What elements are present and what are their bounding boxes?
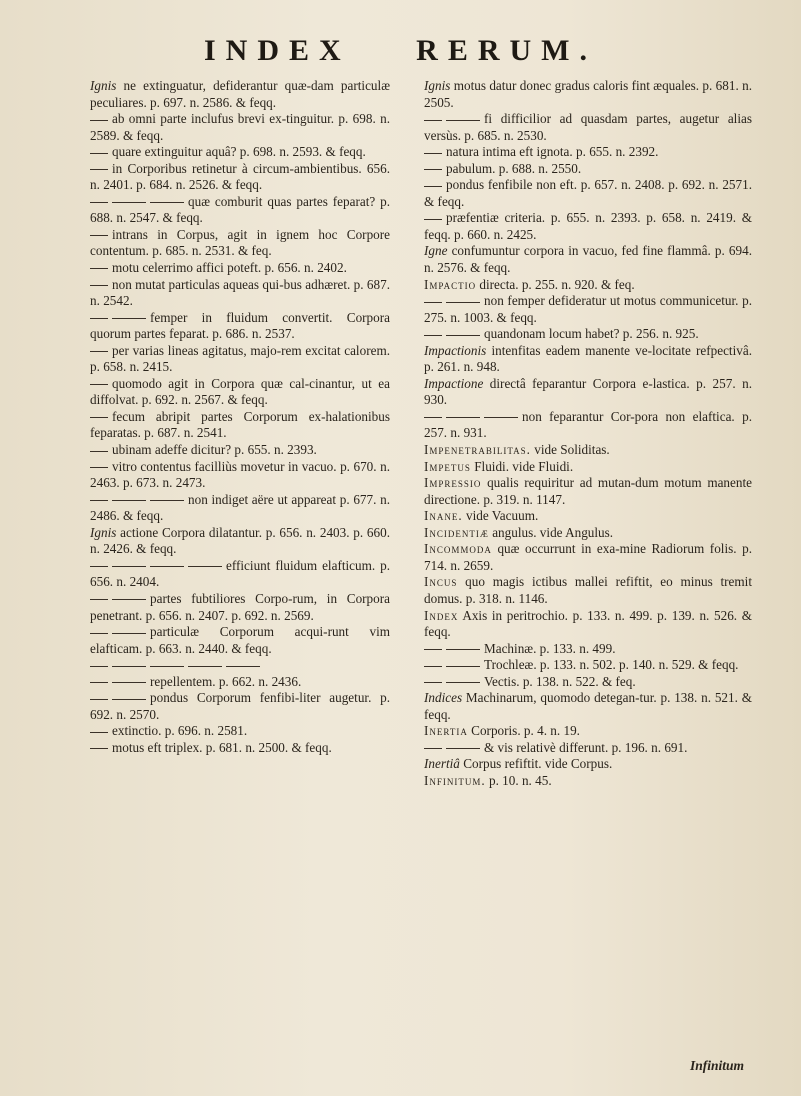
entry-text: vide Vacuum. <box>462 508 539 524</box>
entry-text: intenfitas eadem manente ve-locitate refpectivâ. p. 261. n. 948. <box>424 342 752 375</box>
entry-headword: Inertia <box>424 723 468 739</box>
left-column <box>90 78 390 756</box>
index-entry <box>424 690 752 723</box>
entry-text: non indiget aëre ut appareat p. 677. n. 2486. & feqq. <box>90 491 390 524</box>
heading-index: INDEX <box>203 34 351 67</box>
index-dash <box>424 186 442 187</box>
entry-text: p. 10. n. 45. <box>485 772 552 788</box>
index-dash <box>90 666 108 667</box>
entry-text: per varias lineas agitatus, majo-rem excitat calorem. p. 658. n. 2415. <box>90 342 390 375</box>
index-dash <box>424 153 442 154</box>
index-entry <box>424 177 752 210</box>
entry-text: Corporis. p. 4. n. 19. <box>467 723 580 739</box>
index-dash <box>90 699 108 700</box>
entry-text: motus datur donec gradus caloris fint æquales. p. 681. n. 2505. <box>424 78 752 110</box>
entry-headword: Impactionis <box>424 342 487 358</box>
index-entry <box>90 277 390 310</box>
index-dash <box>226 666 260 667</box>
index-entry <box>424 657 752 674</box>
index-entry <box>424 608 752 641</box>
index-entry <box>90 674 390 691</box>
index-entry <box>424 343 752 376</box>
entry-headword: Impetus <box>424 458 471 474</box>
index-entry <box>424 293 752 326</box>
index-entry <box>424 442 752 459</box>
entry-headword: Index <box>424 607 459 623</box>
index-entry <box>424 111 752 144</box>
index-dash <box>446 120 480 121</box>
index-dash <box>424 120 442 121</box>
index-entry <box>90 161 390 194</box>
index-entry <box>90 591 390 624</box>
index-entry <box>90 111 390 144</box>
entry-text: extinctio. p. 696. n. 2581. <box>112 723 248 739</box>
index-entry <box>90 194 390 227</box>
index-entry <box>90 144 390 161</box>
entry-text: ne extinguatur, defiderantur quæ-dam particulæ peculiares. p. 697. n. 2586. & feqq. <box>90 78 390 110</box>
index-dash <box>90 599 108 600</box>
index-entry <box>90 525 390 558</box>
index-dash <box>90 268 108 269</box>
entry-text: Fluidi. vide Fluidi. <box>470 458 574 474</box>
entry-text: confumuntur corpora in vacuo, fed fine flammâ. p. 694. n. 2576. & feqq. <box>424 243 752 276</box>
index-dash <box>90 384 108 385</box>
entry-text: directa. p. 255. n. 920. & feq. <box>476 276 635 292</box>
entry-text: partes fubtiliores Corpo-rum, in Corpora penetrant. p. 656. n. 2407. p. 692. n. 2569. <box>90 590 390 623</box>
index-entry <box>424 508 752 525</box>
index-dash <box>424 666 442 667</box>
entry-text: vitro contentus facilliùs movetur in vacuo. p. 670. n. 2463. p. 673. n. 2473. <box>90 458 390 491</box>
index-entry <box>90 310 390 343</box>
entry-text: directâ feparantur Corpora e-lastica. p. 257. n. 930. <box>424 375 752 408</box>
index-dash <box>446 682 480 683</box>
entry-text: pondus Corporum fenfibi-liter augetur. p. 692. n. 2570. <box>90 690 390 722</box>
index-entry <box>90 723 390 740</box>
index-dash <box>112 666 146 667</box>
index-dash <box>90 566 108 567</box>
entry-text: intrans in Corpus, agit in ignem hoc Corpore contentum. p. 685. n. 2531. & feq. <box>90 226 390 259</box>
index-entry <box>424 459 752 476</box>
index-dash <box>112 599 146 600</box>
entry-text: natura intima eft ignota. p. 655. n. 2392. <box>446 144 659 160</box>
index-dash <box>424 417 442 418</box>
index-entry <box>424 756 752 773</box>
index-entry <box>424 277 752 294</box>
index-entry <box>90 740 390 757</box>
index-dash <box>112 500 146 501</box>
entry-text: qualis requiritur ad mutan-dum motum manente directione. p. 319. n. 1147. <box>424 475 752 507</box>
entry-text: actione Corpora dilatantur. p. 656. n. 2403. p. 660. n. 2426. & feqq. <box>90 524 390 557</box>
entry-text: quare extinguitur aquâ? p. 698. n. 2593. & feqq. <box>112 144 366 160</box>
entry-text: præfentiæ criteria. p. 655. n. 2393. p. 658. n. 2419. & feqq. p. 660. n. 2425. <box>424 210 752 242</box>
index-entry <box>424 326 752 343</box>
index-dash <box>112 566 146 567</box>
index-entry <box>90 558 390 591</box>
entry-headword: Impactio <box>424 276 477 292</box>
index-dash <box>446 417 480 418</box>
entry-text: particulæ Corporum acqui-runt vim elafticam. p. 663. n. 2440. & feqq. <box>90 624 390 656</box>
entry-text: quomodo agit in Corpora quæ cal-cinantur, ut ea diffolvat. p. 692. n. 2567. & feqq. <box>90 375 390 408</box>
entry-headword: Impenetrabilitas. <box>424 442 531 458</box>
index-dash <box>90 202 108 203</box>
index-entry <box>90 78 390 111</box>
entry-text: ubinam adeffe dicitur? p. 655. n. 2393. <box>112 442 317 458</box>
index-entry <box>424 210 752 243</box>
heading-rerum: RERUM. <box>416 34 597 67</box>
entry-text: motus eft triplex. p. 681. n. 2500. & feqq. <box>112 739 332 755</box>
entry-text: pabulum. p. 688. n. 2550. <box>446 160 582 176</box>
entry-headword: Ignis <box>424 78 451 93</box>
entry-headword: Incommoda <box>424 541 492 557</box>
entry-text: Vectis. p. 138. n. 522. & feq. <box>484 673 636 689</box>
index-dash <box>150 202 184 203</box>
index-entry <box>90 624 390 657</box>
index-dash <box>446 649 480 650</box>
entry-text: in Corporibus retinetur à circum-ambientibus. 656. n. 2401. p. 684. n. 2526. & feqq. <box>90 160 390 193</box>
entry-text: non femper defideratur ut motus communicetur. p. 275. n. 1003. & feqq. <box>424 293 752 325</box>
entry-headword: Inane. <box>424 508 463 524</box>
index-dash <box>112 633 146 634</box>
index-entry <box>90 376 390 409</box>
entry-text: fi difficilior ad quasdam partes, augetur alias versùs. p. 685. n. 2530. <box>424 111 752 143</box>
index-dash <box>112 318 146 319</box>
entry-headword: Impressio <box>424 475 482 491</box>
index-dash <box>90 285 108 286</box>
entry-text: efficiunt fluidum elafticum. p. 656. n. 2404. <box>90 557 390 590</box>
entry-text: quo magis ictibus mallei refiftit, eo minus tremit domus. p. 318. n. 1146. <box>424 574 752 606</box>
index-dash <box>424 219 442 220</box>
entry-text: ab omni parte inclufus brevi ex-tinguitur. p. 698. n. 2589. & feqq. <box>90 111 390 143</box>
index-entry <box>424 723 752 740</box>
entry-text: Trochleæ. p. 133. n. 502. p. 140. n. 529. & feqq. <box>484 657 739 673</box>
index-entry <box>90 690 390 723</box>
index-dash <box>90 732 108 733</box>
index-dash <box>188 666 222 667</box>
index-entry <box>90 227 390 260</box>
index-entry <box>90 409 390 442</box>
entry-headword: Incus <box>424 574 458 590</box>
index-dash <box>112 699 146 700</box>
index-dash <box>90 682 108 683</box>
index-dash <box>90 748 108 749</box>
index-dash <box>90 467 108 468</box>
index-entry <box>424 674 752 691</box>
entry-headword: Impactione <box>424 375 484 391</box>
index-dash <box>484 417 518 418</box>
index-entry <box>424 161 752 178</box>
index-dash <box>90 169 108 170</box>
index-dash <box>424 682 442 683</box>
page-heading <box>0 34 801 68</box>
right-column <box>424 78 752 790</box>
index-dash <box>90 235 108 236</box>
index-entry <box>424 574 752 607</box>
index-dash <box>90 451 108 452</box>
index-dash <box>424 302 442 303</box>
index-dash <box>188 566 222 567</box>
index-entry <box>90 260 390 277</box>
index-dash <box>90 417 108 418</box>
entry-headword: Indices <box>424 690 463 706</box>
index-entry <box>424 409 752 442</box>
index-dash <box>90 120 108 121</box>
entry-text: quæ occurrunt in exa-mine Radiorum folis. p. 714. n. 2659. <box>424 541 752 573</box>
entry-text: & vis relativè differunt. p. 196. n. 691. <box>484 739 688 755</box>
index-dash <box>90 351 108 352</box>
index-dash <box>112 682 146 683</box>
index-dash <box>90 500 108 501</box>
index-entry <box>90 492 390 525</box>
index-entry <box>424 144 752 161</box>
index-dash <box>150 566 184 567</box>
entry-headword: Inertiâ <box>424 756 460 772</box>
entry-text: quæ comburit quas partes feparat? p. 688. n. 2547. & feqq. <box>90 193 390 226</box>
entry-text: Machinæ. p. 133. n. 499. <box>484 640 616 656</box>
entry-headword: Infinitum. <box>424 772 486 788</box>
index-entry <box>424 376 752 409</box>
entry-headword: Ignis <box>90 78 117 93</box>
entry-text: femper in fluidum convertit. Corpora quorum partes feparat. p. 686. n. 2537. <box>90 309 390 342</box>
index-entry <box>424 525 752 542</box>
index-dash <box>90 318 108 319</box>
index-entry <box>90 442 390 459</box>
entry-text: vide Soliditas. <box>530 442 610 458</box>
index-dash <box>424 169 442 170</box>
index-dash <box>150 500 184 501</box>
catchword: Infinitum <box>690 1058 745 1073</box>
index-dash <box>446 302 480 303</box>
entry-text: non feparantur Cor-pora non elaftica. p. 257. n. 931. <box>424 408 752 441</box>
index-dash <box>446 335 480 336</box>
index-dash <box>424 649 442 650</box>
entry-text: fecum abripit partes Corporum ex-halationibus feparatas. p. 687. n. 2541. <box>90 408 390 441</box>
index-entry <box>424 243 752 276</box>
index-entry <box>90 343 390 376</box>
entry-text: angulus. vide Angulus. <box>488 524 614 540</box>
entry-text: Corpus refiftit. vide Corpus. <box>459 756 613 772</box>
entry-text: non mutat particulas aqueas qui-bus adhæret. p. 687. n. 2542. <box>90 276 390 309</box>
index-entry <box>424 78 752 111</box>
entry-text: quandonam locum habet? p. 256. n. 925. <box>484 326 699 342</box>
entry-text: pondus fenfibile non eft. p. 657. n. 2408. p. 692. n. 2571. & feqq. <box>424 177 752 209</box>
entry-headword: Igne <box>424 243 448 259</box>
entry-text: Machinarum, quomodo detegan-tur. p. 138. n. 521. & feqq. <box>424 690 752 722</box>
index-entry <box>424 740 752 757</box>
index-dash <box>446 748 480 749</box>
index-entry <box>90 657 390 674</box>
entry-text: repellentem. p. 662. n. 2436. <box>150 673 302 689</box>
index-entry <box>424 641 752 658</box>
index-dash <box>424 748 442 749</box>
entry-headword: Incidentiæ <box>424 524 489 540</box>
index-entry <box>424 773 752 790</box>
index-entry <box>424 475 752 508</box>
index-dash <box>446 666 480 667</box>
entry-text: motu celerrimo affici poteft. p. 656. n. 2402. <box>112 260 347 276</box>
index-dash <box>112 202 146 203</box>
index-entry <box>90 459 390 492</box>
index-entry <box>424 541 752 574</box>
index-dash <box>90 633 108 634</box>
index-dash <box>90 153 108 154</box>
index-dash <box>150 666 184 667</box>
entry-text: Axis in peritrochio. p. 133. n. 499. p. 139. n. 526. & feqq. <box>424 607 752 640</box>
entry-headword: Ignis <box>90 524 117 540</box>
index-dash <box>424 335 442 336</box>
